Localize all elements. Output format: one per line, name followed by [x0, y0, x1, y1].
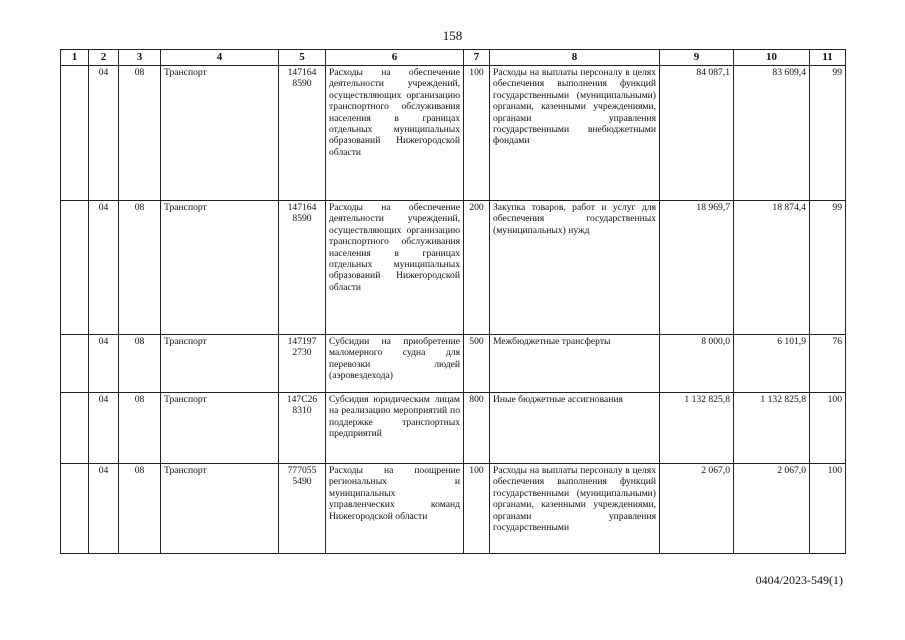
- header-col-6: 6: [326, 50, 464, 66]
- cell-executed-amount: 83 609,4: [734, 66, 810, 201]
- header-col-4: 4: [161, 50, 279, 66]
- cell-target-article: 147164 8590: [279, 66, 326, 201]
- cell-col-1: [61, 393, 89, 464]
- header-col-3: 3: [119, 50, 161, 66]
- cell-expense-type-name: Межбюджетные трансферты: [490, 335, 660, 393]
- cell-expense-type-name: Расходы на выплаты персоналу в целях обеспечения выполнения функций государственными (муниципальными) органами, казенными учреждениями, органами управления государственными: [490, 464, 660, 554]
- header-col-8: 8: [490, 50, 660, 66]
- header-col-2: 2: [89, 50, 119, 66]
- cell-section-name: Транспорт: [161, 393, 279, 464]
- cell-section-code: 04: [89, 393, 119, 464]
- cell-expense-type-code: 200: [464, 201, 490, 335]
- cell-expense-type-code: 100: [464, 66, 490, 201]
- header-col-1: 1: [61, 50, 89, 66]
- header-row: [61, 50, 846, 66]
- cell-article-name: Расходы на поощрение региональных и муниципальных управленческих команд Нижегородской области: [326, 464, 464, 554]
- cell-subsection-code: 08: [119, 335, 161, 393]
- cell-target-article: 147197 2730: [279, 335, 326, 393]
- cell-section-code: 04: [89, 201, 119, 335]
- page-number: 158: [442, 28, 463, 43]
- cell-article-name: Субсидия юридическим лицам на реализацию мероприятий по поддержке транспортных предприятий: [326, 393, 464, 464]
- header-col-7: 7: [464, 50, 490, 66]
- cell-executed-amount: 2 067,0: [734, 464, 810, 554]
- cell-execution-percent: 99: [810, 66, 846, 201]
- cell-subsection-code: 08: [119, 464, 161, 554]
- cell-section-code: 04: [89, 464, 119, 554]
- cell-col-1: [61, 201, 89, 335]
- cell-section-code: 04: [89, 335, 119, 393]
- cell-col-1: [61, 66, 89, 201]
- cell-executed-amount: 1 132 825,8: [734, 393, 810, 464]
- cell-executed-amount: 6 101,9: [734, 335, 810, 393]
- header-col-11: 11: [810, 50, 846, 66]
- header-col-10: 10: [734, 50, 810, 66]
- cell-executed-amount: 18 874,4: [734, 201, 810, 335]
- cell-approved-amount: 8 000,0: [660, 335, 734, 393]
- cell-section-name: Транспорт: [161, 201, 279, 335]
- cell-section-name: Транспорт: [161, 464, 279, 554]
- table-body: [61, 66, 846, 554]
- table-row: [61, 464, 846, 554]
- document-code: 0404/2023-549(1): [755, 573, 843, 587]
- table-row: [61, 66, 846, 201]
- cell-expense-type-name: Расходы на выплаты персоналу в целях обеспечения выполнения функций государственными (муниципальными) органами, казенными учреждениями, органами управления государственными внебюджетными фондами: [490, 66, 660, 201]
- cell-subsection-code: 08: [119, 393, 161, 464]
- cell-article-name: Субсидии на приобретение маломерного судна для перевозки людей (аэровездехода): [326, 335, 464, 393]
- cell-subsection-code: 08: [119, 201, 161, 335]
- cell-approved-amount: 1 132 825,8: [660, 393, 734, 464]
- cell-article-name: Расходы на обеспечение деятельности учреждений, осуществляющих организацию транспортного обслуживания населения в границах отдельных муниципальных образований Нижегородской области: [326, 66, 464, 201]
- cell-target-article: 147С26 8310: [279, 393, 326, 464]
- cell-approved-amount: 2 067,0: [660, 464, 734, 554]
- cell-expense-type-code: 100: [464, 464, 490, 554]
- table-row: [61, 335, 846, 393]
- cell-col-1: [61, 335, 89, 393]
- table-row: [61, 201, 846, 335]
- cell-subsection-code: 08: [119, 66, 161, 201]
- cell-execution-percent: 99: [810, 201, 846, 335]
- cell-section-name: Транспорт: [161, 335, 279, 393]
- budget-table: [60, 49, 846, 554]
- cell-expense-type-code: 500: [464, 335, 490, 393]
- header-col-5: 5: [279, 50, 326, 66]
- cell-section-code: 04: [89, 66, 119, 201]
- header-col-9: 9: [660, 50, 734, 66]
- cell-expense-type-name: Иные бюджетные ассигнования: [490, 393, 660, 464]
- cell-expense-type-code: 800: [464, 393, 490, 464]
- cell-section-name: Транспорт: [161, 66, 279, 201]
- cell-col-1: [61, 464, 89, 554]
- cell-article-name: Расходы на обеспечение деятельности учреждений, осуществляющих организацию транспортного обслуживания населения в границах отдельных муниципальных образований Нижегородской области: [326, 201, 464, 335]
- table-header: [61, 50, 846, 66]
- cell-approved-amount: 84 087,1: [660, 66, 734, 201]
- cell-execution-percent: 76: [810, 335, 846, 393]
- cell-execution-percent: 100: [810, 393, 846, 464]
- cell-approved-amount: 18 969,7: [660, 201, 734, 335]
- cell-execution-percent: 100: [810, 464, 846, 554]
- cell-expense-type-name: Закупка товаров, работ и услуг для обеспечения государственных (муниципальных) нужд: [490, 201, 660, 335]
- cell-target-article: 147164 8590: [279, 201, 326, 335]
- cell-target-article: 777055 5490: [279, 464, 326, 554]
- table-row: [61, 393, 846, 464]
